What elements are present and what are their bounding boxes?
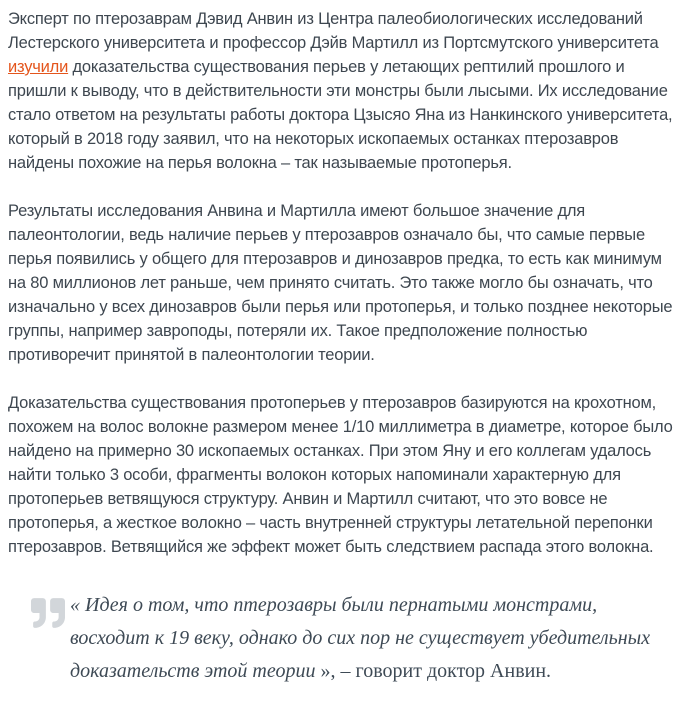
quote-text <box>70 589 683 688</box>
paragraph-1 <box>8 7 683 175</box>
paragraph-3: Доказательства существования протоперьев у птерозавров базируются на крохотном, похожем на волос волокне размером менее 1/10 миллиметра в диаметре, которое было найдено на примерно 30 ископаемых останках. При этом Яну и его коллегам удалось найти только 3 особи, фрагменты волокон которых напоминали характерную для протоперьев ветвящуюся структуру. Анвин и Мартилл считают, что это вовсе не протоперья, а жесткое волокно – часть внутренней структуры летательной перепонки птерозавров. Ветвящийся же эффект может быть следствием распада этого волокна. <box>8 394 673 556</box>
paragraph-1-text-before-link: Эксперт по птерозаврам Дэвид Анвин из Центра палеобиологических исследований Лестерского университета и профессор Дэйв Мартилл из Портсмутского университета <box>8 10 659 52</box>
paragraph-1-text-after-link: доказательства существования перьев у летающих рептилий прошлого и пришли к выводу, что в действительности эти монстры были лысыми. Их исследование стало ответом на результаты работы доктора Цзысяо Яна из Нанкинского университета, который в 2018 году заявил, что на некоторых ископаемых останках птерозавров найдены похожие на перья волокна – так называемые протоперья. <box>8 58 673 172</box>
quote-attribution: », – говорит доктор Анвин. <box>320 660 552 682</box>
quote-right-icon <box>8 596 70 630</box>
quote-italic-text: « Идея о том, что птерозавры были пернатыми монстрами, восходит к 19 веку, однако до сих пор не существует убедительных доказательств этой теории <box>70 594 651 682</box>
quote-block <box>8 589 683 688</box>
article-body <box>8 7 683 688</box>
paragraph-2: Результаты исследования Анвина и Мартилла имеют большое значение для палеонтологии, ведь наличие перьев у птерозавров означало бы, что самые первые перья появились у общего для птерозавров и динозавров предка, то есть как минимум на 80 миллионов лет раньше, чем принято считать. Это также могло бы означать, что изначально у всех динозавров были перья или протоперья, и только позднее некоторые группы, например завроподы, потеряли их. Такое предположение полностью противоречит принятой в палеонтологии теории. <box>8 202 673 364</box>
link-izuchili[interactable]: изучили <box>8 58 69 76</box>
